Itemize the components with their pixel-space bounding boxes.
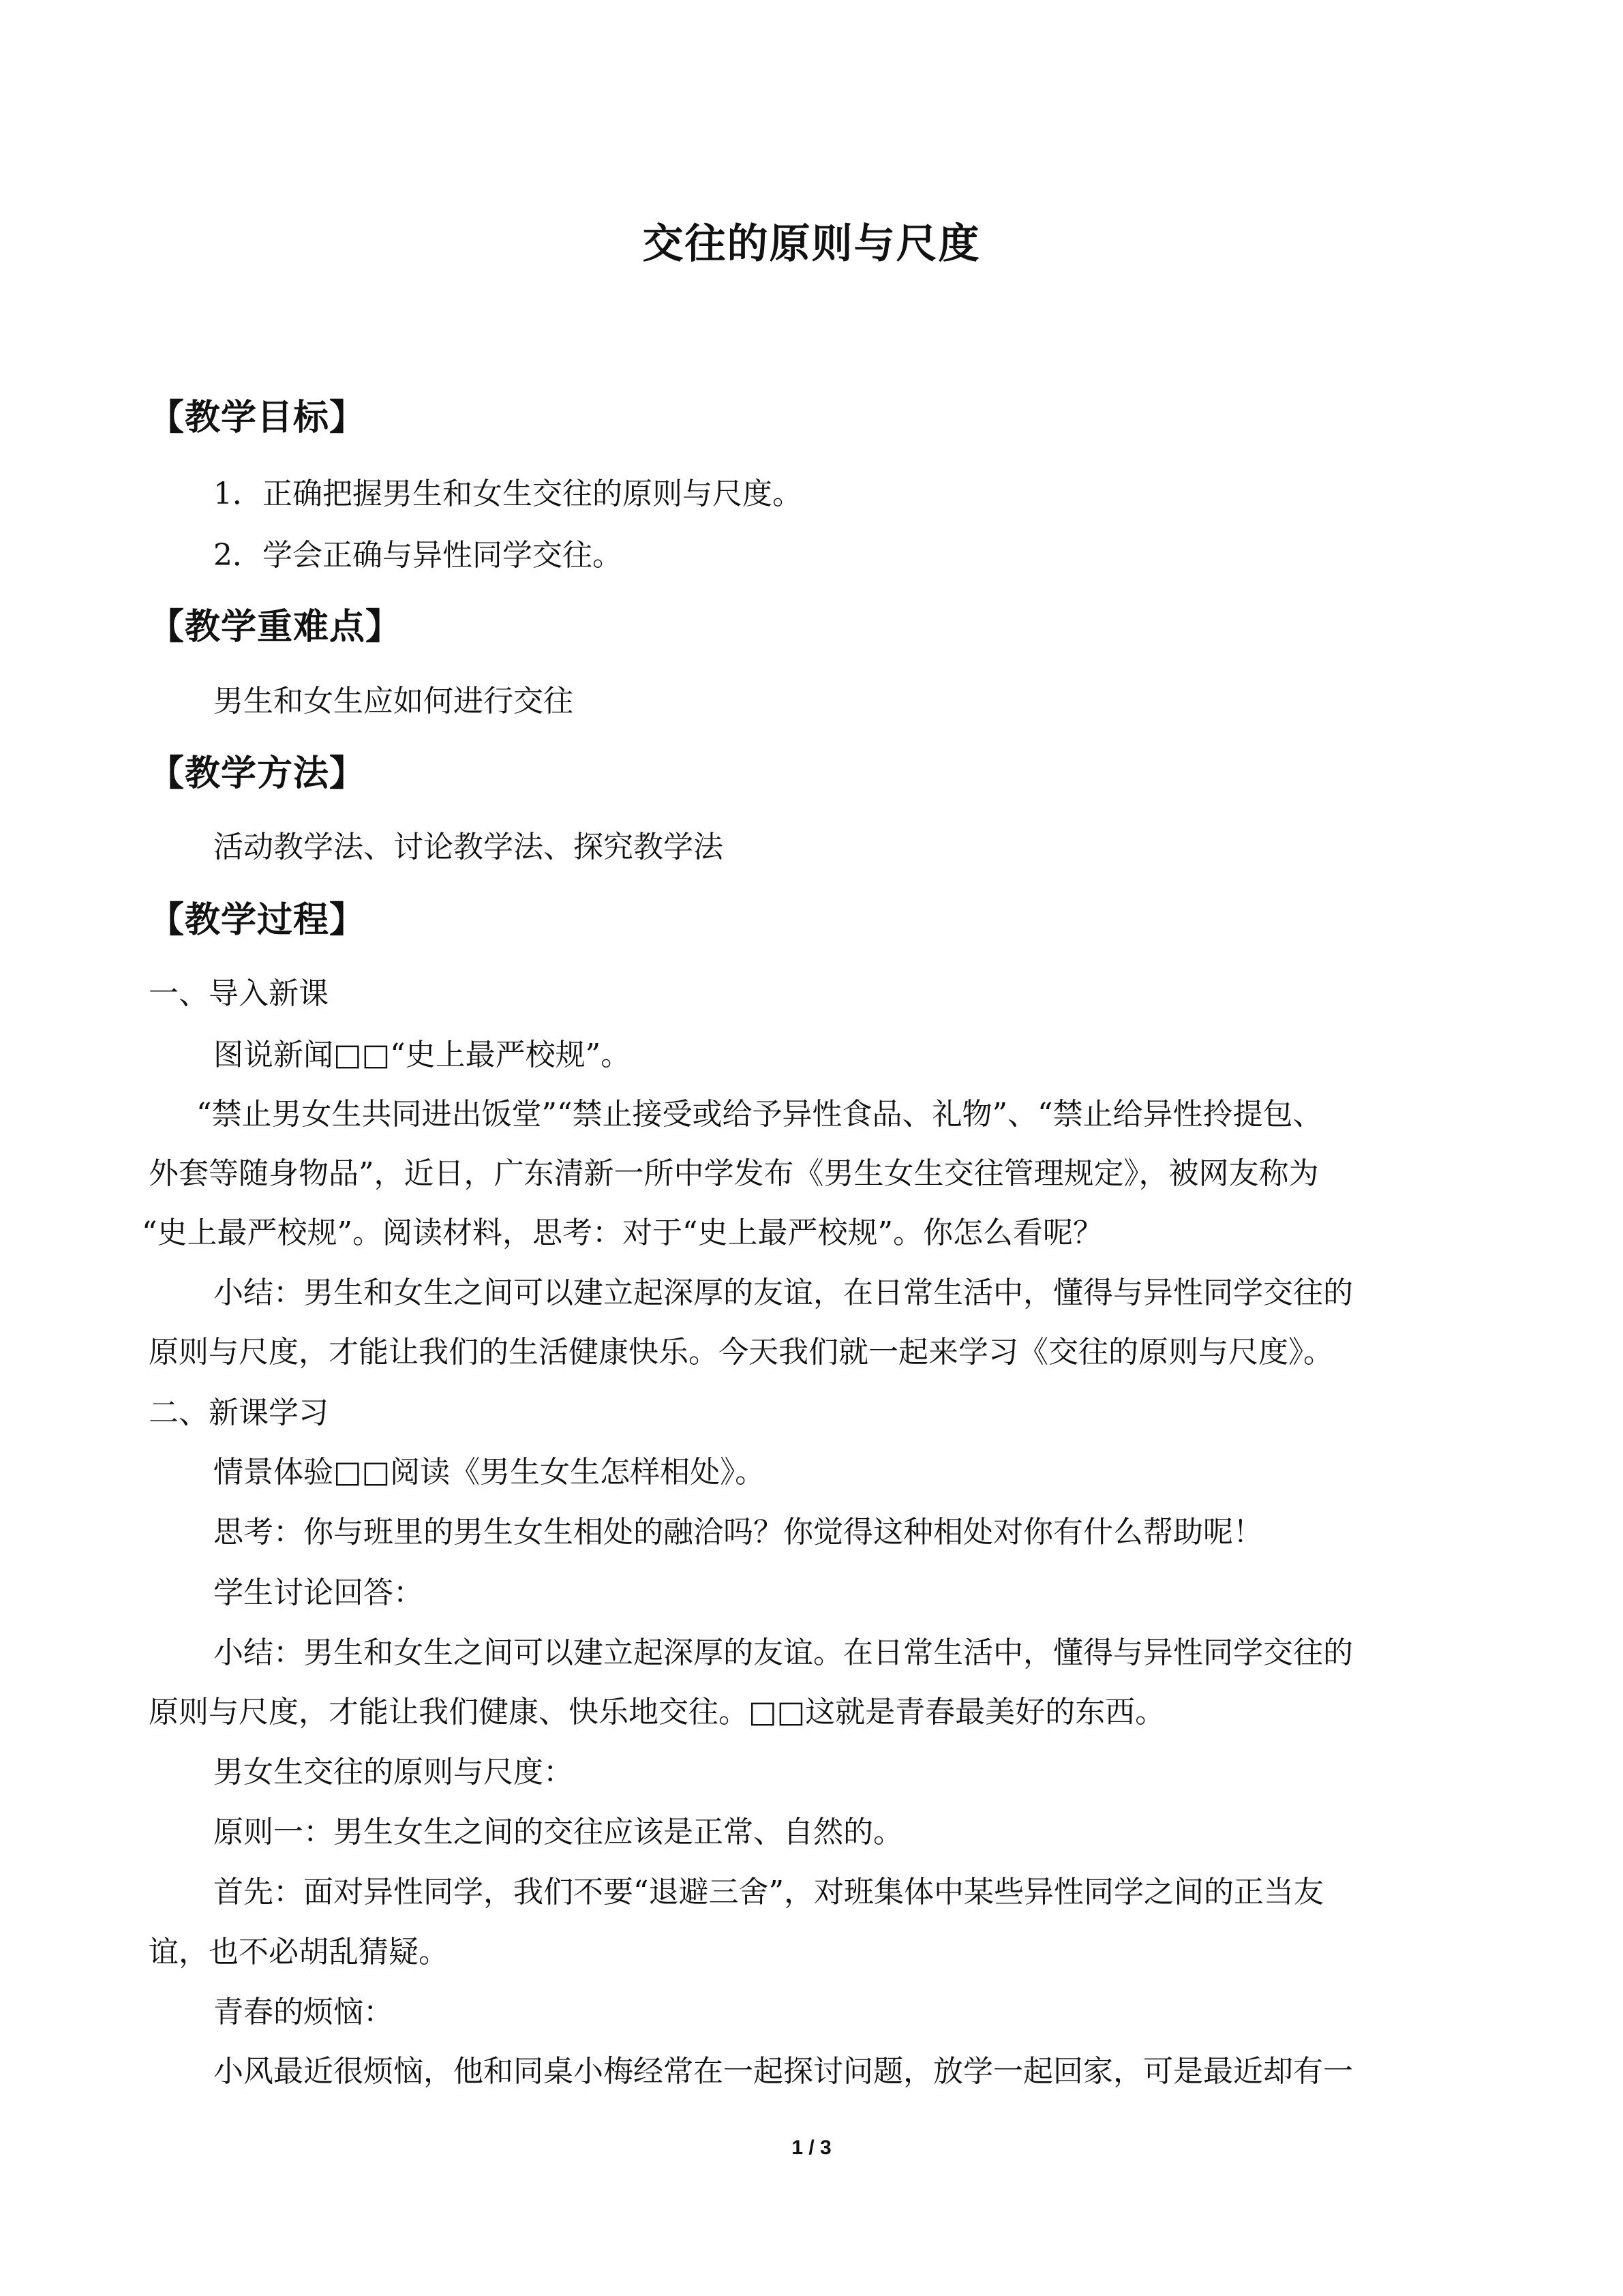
paragraph-line: “禁止男女生共同进出饭堂”“禁止接受或给予异性食品、礼物”、“禁止给异性拎提包、 — [196, 1097, 1323, 1132]
paragraph-line: 原则与尺度，才能让我们的生活健康快乐。今天我们就一起来学习《交往的原则与尺度》。 — [149, 1335, 1333, 1370]
paragraph-line: 外套等随身物品”，近日，广东清新一所中学发布《男生女生交往管理规定》，被网友称为 — [149, 1156, 1319, 1191]
heading-process: 【教学过程】 — [149, 899, 366, 941]
paragraph-line: 首先：面对异性同学，我们不要“退避三舍”，对班集体中某些异性同学之间的正当友 — [213, 1875, 1324, 1909]
heading-methods: 【教学方法】 — [149, 753, 366, 794]
document-title: 交往的原则与尺度 — [642, 220, 981, 268]
paragraph-line: 思考：你与班里的男生女生相处的融洽吗？你觉得这种相处对你有什么帮助呢！ — [213, 1515, 1263, 1550]
key-points-text: 男生和女生应如何进行交往 — [213, 684, 573, 719]
page-number: 1 / 3 — [791, 2136, 832, 2159]
paragraph-line: 谊，也不必胡乱猜疑。 — [149, 1935, 449, 1969]
paragraph-line: 图说新闻□□“史上最严校规”。 — [213, 1038, 631, 1072]
paragraph-line: 小结：男生和女生之间可以建立起深厚的友谊，在日常生活中，懂得与异性同学交往的 — [213, 1275, 1353, 1310]
heading-objectives: 【教学目标】 — [149, 397, 366, 438]
paragraph-line: 原则与尺度，才能让我们健康、快乐地交往。□□这就是青春最美好的东西。 — [149, 1695, 1166, 1729]
paragraph-line: 青春的烦恼： — [213, 1995, 393, 2029]
part2-title: 二、新课学习 — [149, 1395, 329, 1430]
paragraph-line: 学生讨论回答： — [213, 1575, 423, 1610]
paragraph-line: 小结：男生和女生之间可以建立起深厚的友谊。在日常生活中，懂得与异性同学交往的 — [213, 1635, 1353, 1670]
paragraph-line: 小风最近很烦恼，他和同桌小梅经常在一起探讨问题，放学一起回家，可是最近却有一 — [213, 2054, 1353, 2089]
paragraph-line: 男女生交往的原则与尺度： — [213, 1755, 573, 1789]
paragraph-line: 情景体验□□阅读《男生女生怎样相处》。 — [213, 1455, 765, 1490]
objective-item: 2．学会正确与异性同学交往。 — [213, 538, 622, 573]
heading-key-points: 【教学重难点】 — [149, 606, 402, 648]
part1-title: 一、导入新课 — [149, 976, 329, 1011]
objective-item: 1．正确把握男生和女生交往的原则与尺度。 — [213, 477, 802, 511]
methods-text: 活动教学法、讨论教学法、探究教学法 — [213, 830, 723, 864]
paragraph-line: “史上最严校规”。阅读材料，思考：对于“史上最严校规”。你怎么看呢？ — [142, 1215, 1103, 1250]
paragraph-line: 原则一：男生女生之间的交往应该是正常、自然的。 — [213, 1815, 903, 1849]
